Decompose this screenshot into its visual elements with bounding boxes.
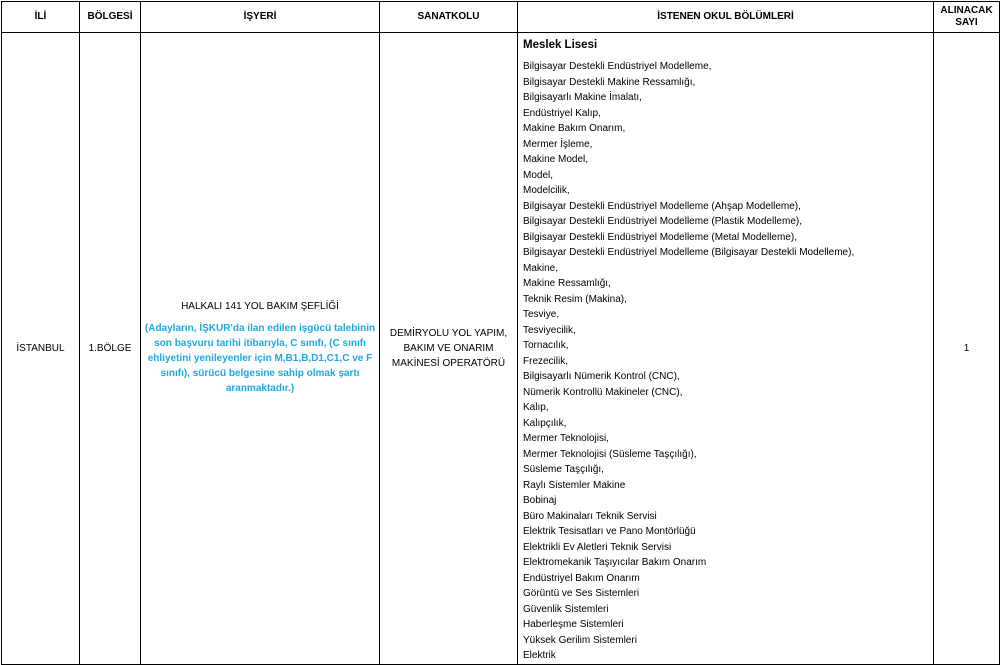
- department-item: Model,: [523, 169, 554, 181]
- header-count-line1: ALINACAK: [940, 5, 993, 16]
- department-item: Süsleme Taşçılığı,: [523, 464, 604, 475]
- employer-name: HALKALI 141 YOL BAKIM ŞEFLİĞİ: [181, 300, 339, 312]
- department-item: Makine,: [523, 262, 559, 274]
- department-item: Modelcilik,: [523, 185, 570, 196]
- cell-craft: DEMİRYOLU YOL YAPIM, BAKIM VE ONARIM MAKİNESİ OPERATÖRÜ: [380, 33, 518, 665]
- departments-list: [523, 59, 933, 664]
- cell-count: 1: [934, 33, 1000, 665]
- cell-departments: [518, 33, 934, 665]
- header-craft: SANATKOLU: [380, 2, 518, 33]
- header-departments: İSTENEN OKUL BÖLÜMLERİ: [518, 2, 934, 33]
- department-item: Tesviye,: [523, 309, 560, 320]
- department-item: Görüntü ve Ses Sistemleri: [523, 588, 640, 599]
- department-item: Bilgisayar Destekli Endüstriyel Modelleme (Plastik Modelleme),: [523, 216, 802, 227]
- department-item: Makine Model,: [523, 154, 589, 165]
- department-item: Büro Makinaları Teknik Servisi: [523, 510, 657, 522]
- department-item: Bobinaj: [523, 495, 557, 506]
- department-item: Bilgisayar Destekli Endüstriyel Modelleme (Bilgisayar Destekli Modelleme),: [523, 247, 855, 258]
- header-count-line2: SAYI: [955, 17, 978, 28]
- department-item: Tornacılık,: [523, 340, 569, 351]
- department-item: Elektrik Tesisatları ve Pano Montörlüğü: [523, 526, 696, 537]
- employer-note: (Adayların, İŞKUR'da ilan edilen işgücü talebinin son başvuru tarihi itibarıyla, C sınıfı, (C sınıfı ehliyetini yenileyenler için M,B1,B,D1,C1,C ve F sınıfı), sürücü belgesine sahip olmak şartı aranmaktadır.): [144, 322, 376, 394]
- header-employer: İŞYERİ: [141, 2, 380, 33]
- department-item: Raylı Sistemler Makine: [523, 479, 626, 491]
- cell-city: İSTANBUL: [2, 33, 80, 665]
- department-item: Bilgisayar Destekli Endüstriyel Modelleme,: [523, 61, 712, 72]
- department-item: Bilgisayar Destekli Makine Ressamlığı,: [523, 76, 696, 88]
- job-listing-table: [1, 1, 1000, 665]
- department-item: Bilgisayar Destekli Endüstriyel Modelleme (Ahşap Modelleme),: [523, 200, 801, 212]
- department-item: Tesviyecilik,: [523, 324, 576, 336]
- department-item: Mermer İşleme,: [523, 138, 593, 150]
- header-row: [2, 2, 1000, 33]
- department-item: Kalıpçılık,: [523, 417, 567, 429]
- department-item: Makine Ressamlığı,: [523, 278, 611, 289]
- department-item: Endüstriyel Bakım Onarım: [523, 572, 640, 584]
- department-item: Bilgisayarlı Makine İmalatı,: [523, 92, 642, 103]
- department-item: Bilgisayar Destekli Endüstriyel Modelleme (Metal Modelleme),: [523, 231, 797, 243]
- department-item: Yüksek Gerilim Sistemleri: [523, 634, 637, 646]
- department-item: Bilgisayarlı Nümerik Kontrol (CNC),: [523, 371, 680, 382]
- cell-employer: [141, 33, 380, 665]
- department-item: Haberleşme Sistemleri: [523, 619, 624, 630]
- department-item: Güvenlik Sistemleri: [523, 603, 609, 615]
- department-item: Kalıp,: [523, 402, 549, 413]
- department-item: Mermer Teknolojisi,: [523, 433, 609, 444]
- department-item: Makine Bakım Onarım,: [523, 123, 626, 134]
- table-row: [2, 33, 1000, 665]
- department-item: Elektrikli Ev Aletleri Teknik Servisi: [523, 541, 672, 553]
- department-item: Endüstriyel Kalıp,: [523, 107, 601, 119]
- header-region: BÖLGESİ: [80, 2, 141, 33]
- header-count: [934, 2, 1000, 33]
- departments-title: Meslek Lisesi: [523, 39, 598, 51]
- cell-region: 1.BÖLGE: [80, 33, 141, 665]
- department-item: Elektrik: [523, 650, 556, 661]
- department-item: Teknik Resim (Makina),: [523, 293, 627, 305]
- department-item: Frezecilik,: [523, 355, 569, 367]
- department-item: Elektromekanik Taşıyıcılar Bakım Onarım: [523, 557, 707, 568]
- department-item: Mermer Teknolojisi (Süsleme Taşçılığı),: [523, 448, 697, 460]
- header-city: İLİ: [2, 2, 80, 33]
- department-item: Nümerik Kontrollü Makineler (CNC),: [523, 386, 683, 398]
